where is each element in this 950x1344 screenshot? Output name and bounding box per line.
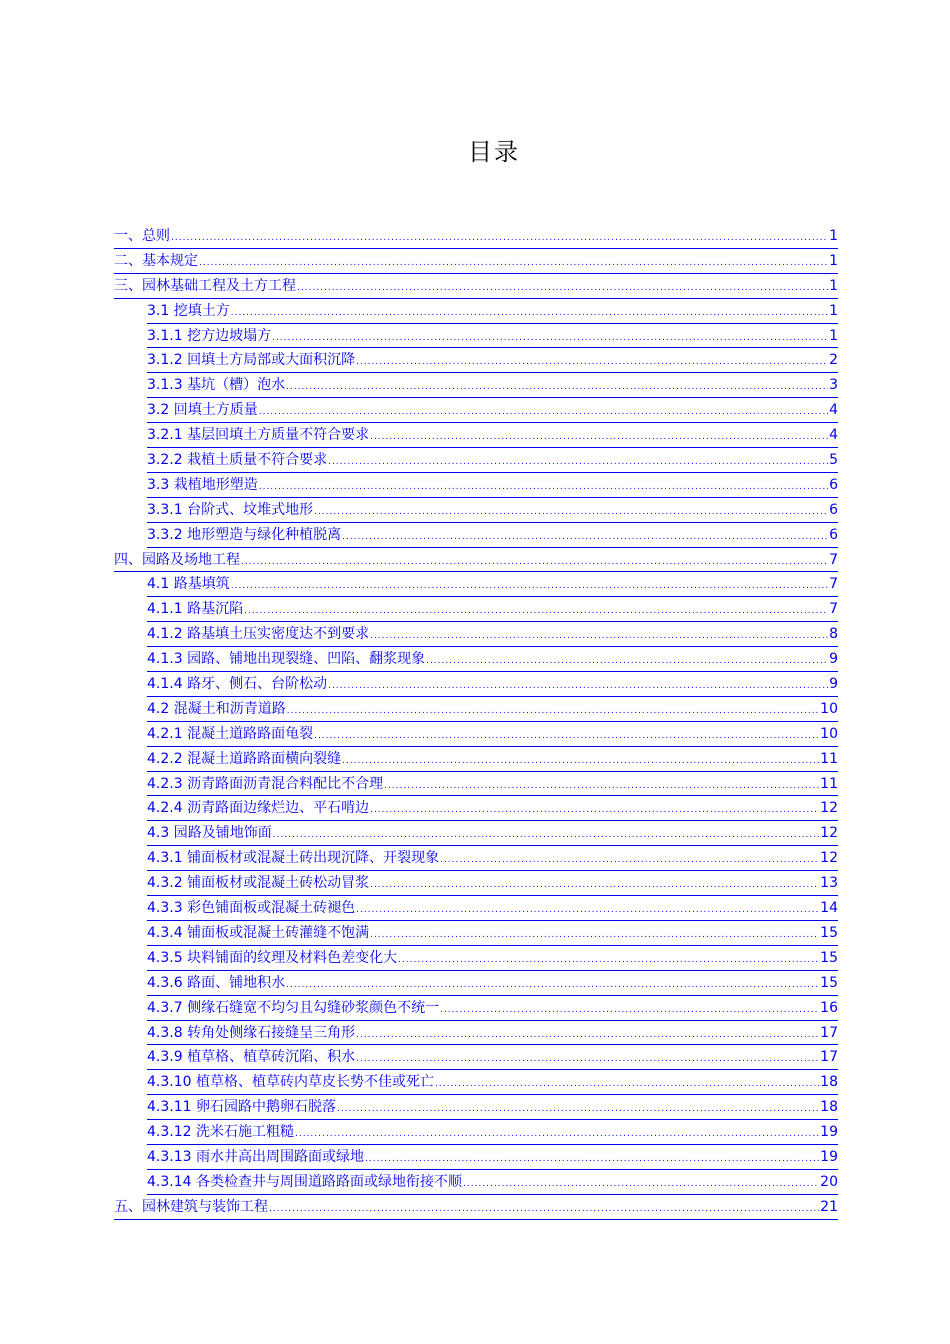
toc-dot-leader <box>365 1147 819 1170</box>
toc-dot-leader <box>342 749 819 772</box>
toc-entry-link[interactable] <box>147 796 838 821</box>
toc-entry-label: 3.1.3 基坑（槽）泡水 <box>147 377 286 394</box>
toc-entry-label: 3.1.1 挖方边坡塌方 <box>147 327 272 344</box>
toc-entry-page-number: 17 <box>820 1049 838 1066</box>
toc-entry-page-number: 7 <box>829 551 838 568</box>
toc-entry-page-number: 12 <box>820 825 838 842</box>
toc-entry-label: 4.3.13 雨水井高出周围路面或绿地 <box>147 1148 364 1165</box>
toc-dot-leader <box>356 350 828 373</box>
toc-entry-link[interactable] <box>147 1145 838 1170</box>
toc-dot-leader <box>287 699 819 722</box>
toc-entry-link[interactable] <box>147 996 838 1021</box>
toc-entry-page-number: 18 <box>820 1074 838 1091</box>
toc-entry-page-number: 9 <box>829 651 838 668</box>
toc-entry-page-number: 10 <box>820 725 838 742</box>
toc-entry-label: 4.2.1 混凝土道路路面龟裂 <box>147 725 314 742</box>
toc-dot-leader <box>440 848 819 871</box>
table-of-contents <box>114 224 838 1220</box>
toc-dot-leader <box>337 1097 819 1120</box>
toc-dot-leader <box>370 923 819 946</box>
toc-dot-leader <box>440 998 819 1021</box>
toc-entry-label: 一、总则 <box>114 228 170 244</box>
toc-entry-page-number: 6 <box>829 476 838 493</box>
toc-entry-label: 五、园林建筑与装饰工程 <box>114 1198 268 1215</box>
toc-entry-link[interactable] <box>147 946 838 971</box>
toc-entry-link[interactable] <box>147 846 838 871</box>
toc-entry-link[interactable] <box>147 1021 838 1046</box>
toc-entry-label: 3.3 栽植地形塑造 <box>147 476 258 493</box>
toc-entry-label: 4.3.14 各类检查井与周围道路路面或绿地衔接不顺 <box>147 1173 462 1190</box>
toc-entry-page-number: 6 <box>829 501 838 518</box>
toc-dot-leader <box>295 1122 819 1145</box>
toc-dot-leader <box>199 251 828 274</box>
toc-entry-link[interactable] <box>147 747 838 772</box>
toc-entry-link[interactable] <box>147 1045 838 1070</box>
toc-dot-leader <box>342 525 828 548</box>
toc-entry-label: 4.1.4 路牙、侧石、台阶松动 <box>147 676 328 693</box>
toc-entry-link[interactable] <box>147 647 838 672</box>
toc-entry-label: 3.2.1 基层回填土方质量不符合要求 <box>147 427 370 444</box>
toc-dot-leader <box>231 574 828 597</box>
toc-entry-link[interactable] <box>147 473 838 498</box>
toc-entry-link[interactable] <box>147 299 838 324</box>
toc-entry-label: 4.3.1 铺面板材或混凝土砖出现沉降、开裂现象 <box>147 850 440 867</box>
toc-entry-link[interactable] <box>147 423 838 448</box>
toc-entry-link[interactable] <box>147 373 838 398</box>
toc-entry-link[interactable] <box>147 672 838 697</box>
toc-entry-label: 4.3.4 铺面板或混凝土砖灌缝不饱满 <box>147 924 370 941</box>
toc-dot-leader <box>244 599 828 622</box>
toc-entry-label: 4.3.8 转角处侧缘石接缝呈三角形 <box>147 1024 356 1041</box>
toc-entry-page-number: 21 <box>820 1198 838 1215</box>
toc-entry-page-number: 13 <box>820 875 838 892</box>
toc-entry-page-number: 11 <box>820 750 838 767</box>
toc-entry-label: 3.2 回填土方质量 <box>147 402 258 419</box>
toc-entry-label: 4.3 园路及铺地饰面 <box>147 825 272 842</box>
toc-entry-page-number: 20 <box>820 1173 838 1190</box>
toc-entry-page-number: 9 <box>829 676 838 693</box>
toc-dot-leader <box>328 450 828 473</box>
toc-dot-leader <box>286 375 828 398</box>
toc-dot-leader <box>314 724 819 747</box>
toc-entry-link[interactable] <box>147 821 838 846</box>
toc-entry-link[interactable] <box>114 1195 838 1220</box>
toc-entry-page-number: 4 <box>829 427 838 444</box>
toc-entry-page-number: 6 <box>829 526 838 543</box>
toc-entry-page-number: 19 <box>820 1124 838 1141</box>
toc-dot-leader <box>273 823 819 846</box>
toc-entry-label: 4.3.10 植草格、植草砖内草皮长势不佳或死亡 <box>147 1074 434 1091</box>
toc-entry-page-number: 12 <box>820 800 838 817</box>
toc-dot-leader <box>370 425 828 448</box>
toc-dot-leader <box>426 649 828 672</box>
toc-entry-page-number: 16 <box>820 999 838 1016</box>
toc-dot-leader <box>370 798 819 821</box>
toc-dot-leader <box>297 276 828 299</box>
toc-entry-label: 4.3.11 卵石园路中鹅卵石脱落 <box>147 1099 336 1116</box>
toc-entry-page-number: 14 <box>820 900 838 917</box>
toc-entry-page-number: 15 <box>820 924 838 941</box>
toc-dot-leader <box>269 1197 819 1220</box>
toc-entry-page-number: 10 <box>820 700 838 717</box>
toc-entry-page-number: 19 <box>820 1148 838 1165</box>
toc-entry-page-number: 15 <box>820 974 838 991</box>
toc-entry-page-number: 5 <box>829 452 838 469</box>
toc-entry-label: 4.2.3 沥青路面沥青混合料配比不合理 <box>147 775 384 792</box>
toc-dot-leader <box>259 475 828 498</box>
toc-entry-link[interactable] <box>147 523 838 548</box>
toc-entry-label: 3.1 挖填土方 <box>147 302 230 319</box>
toc-dot-leader <box>328 674 828 697</box>
toc-entry-label: 4.2 混凝土和沥青道路 <box>147 700 286 717</box>
toc-entry-link[interactable] <box>147 622 838 647</box>
toc-entry-link[interactable] <box>147 448 838 473</box>
toc-dot-leader <box>241 550 828 573</box>
toc-dot-leader <box>259 400 828 423</box>
toc-entry-link[interactable] <box>147 871 838 896</box>
toc-entry-page-number: 12 <box>820 850 838 867</box>
toc-dot-leader <box>356 1023 819 1046</box>
toc-entry-link[interactable] <box>147 398 838 423</box>
toc-entry-link[interactable] <box>147 1170 838 1195</box>
toc-dot-leader <box>398 948 819 971</box>
toc-title: 目录 <box>468 138 520 166</box>
toc-entry-link[interactable] <box>147 324 838 349</box>
toc-entry-label: 3.1.2 回填土方局部或大面积沉降 <box>147 352 356 369</box>
toc-dot-leader <box>384 774 819 797</box>
toc-entry-page-number: 1 <box>829 302 838 319</box>
toc-dot-leader <box>370 873 819 896</box>
toc-dot-leader <box>463 1172 819 1195</box>
toc-entry-link[interactable] <box>147 772 838 797</box>
toc-entry-label: 3.3.2 地形塑造与绿化种植脱离 <box>147 526 342 543</box>
toc-entry-label: 四、园路及场地工程 <box>114 551 240 568</box>
toc-entry-link[interactable] <box>147 971 838 996</box>
toc-entry-link[interactable] <box>147 1095 838 1120</box>
toc-dot-leader <box>435 1072 819 1095</box>
toc-entry-page-number: 4 <box>829 402 838 419</box>
toc-dot-leader <box>356 1047 819 1070</box>
toc-entry-label: 4.2.4 沥青路面边缘烂边、平石啃边 <box>147 800 370 817</box>
toc-entry-label: 4.3.7 侧缘石缝宽不均匀且勾缝砂浆颜色不统一 <box>147 999 440 1016</box>
toc-entry-link[interactable] <box>147 597 838 622</box>
toc-entry-link[interactable] <box>114 224 838 249</box>
toc-entry-label: 4.3.3 彩色铺面板或混凝土砖褪色 <box>147 900 356 917</box>
toc-entry-label: 4.3.9 植草格、植草砖沉陷、积水 <box>147 1049 356 1066</box>
toc-entry-link[interactable] <box>147 1070 838 1095</box>
toc-entry-link[interactable] <box>114 548 838 573</box>
toc-entry-label: 4.1.2 路基填土压实密度达不到要求 <box>147 626 370 643</box>
toc-entry-page-number: 8 <box>829 626 838 643</box>
toc-entry-label: 4.2.2 混凝土道路路面横向裂缝 <box>147 750 342 767</box>
toc-dot-leader <box>231 301 828 324</box>
toc-entry-label: 4.1.1 路基沉陷 <box>147 601 244 618</box>
toc-entry-page-number: 1 <box>829 327 838 344</box>
toc-entry-label: 4.1.3 园路、铺地出现裂缝、凹陷、翻浆现象 <box>147 651 426 668</box>
toc-entry-label: 3.3.1 台阶式、坟堆式地形 <box>147 501 314 518</box>
toc-entry-label: 三、园林基础工程及土方工程 <box>114 277 296 294</box>
toc-entry-label: 4.3.5 块料铺面的纹理及材料色差变化大 <box>147 949 398 966</box>
toc-entry-link[interactable] <box>114 274 838 299</box>
toc-entry-page-number: 18 <box>820 1099 838 1116</box>
toc-entry-page-number: 7 <box>829 576 838 593</box>
toc-entry-link[interactable] <box>147 572 838 597</box>
toc-entry-label: 4.3.12 洗米石施工粗糙 <box>147 1124 294 1141</box>
toc-entry-link[interactable] <box>147 697 838 722</box>
toc-entry-page-number: 15 <box>820 949 838 966</box>
toc-entry-page-number: 1 <box>829 252 838 269</box>
toc-entry-label: 3.2.2 栽植土质量不符合要求 <box>147 452 328 469</box>
toc-dot-leader <box>356 898 819 921</box>
toc-dot-leader <box>171 226 828 249</box>
toc-dot-leader <box>286 973 819 996</box>
toc-entry-label: 二、基本规定 <box>114 252 198 269</box>
toc-entry-link[interactable] <box>147 498 838 523</box>
toc-entry-link[interactable] <box>147 348 838 373</box>
toc-entry-page-number: 1 <box>829 277 838 294</box>
toc-entry-page-number: 11 <box>820 775 838 792</box>
toc-entry-label: 4.3.6 路面、铺地积水 <box>147 974 286 991</box>
toc-entry-link[interactable] <box>147 1120 838 1145</box>
toc-entry-link[interactable] <box>147 722 838 747</box>
toc-entry-label: 4.3.2 铺面板材或混凝土砖松动冒浆 <box>147 875 370 892</box>
toc-entry-link[interactable] <box>114 249 838 274</box>
toc-dot-leader <box>314 500 828 523</box>
toc-entry-page-number: 2 <box>829 352 838 369</box>
toc-entry-link[interactable] <box>147 896 838 921</box>
toc-entry-page-number: 17 <box>820 1024 838 1041</box>
toc-entry-page-number: 1 <box>829 228 838 244</box>
toc-entry-label: 4.1 路基填筑 <box>147 576 230 593</box>
toc-entry-page-number: 7 <box>829 601 838 618</box>
toc-entry-page-number: 3 <box>829 377 838 394</box>
toc-dot-leader <box>370 624 828 647</box>
toc-entry-link[interactable] <box>147 921 838 946</box>
toc-dot-leader <box>272 326 828 349</box>
